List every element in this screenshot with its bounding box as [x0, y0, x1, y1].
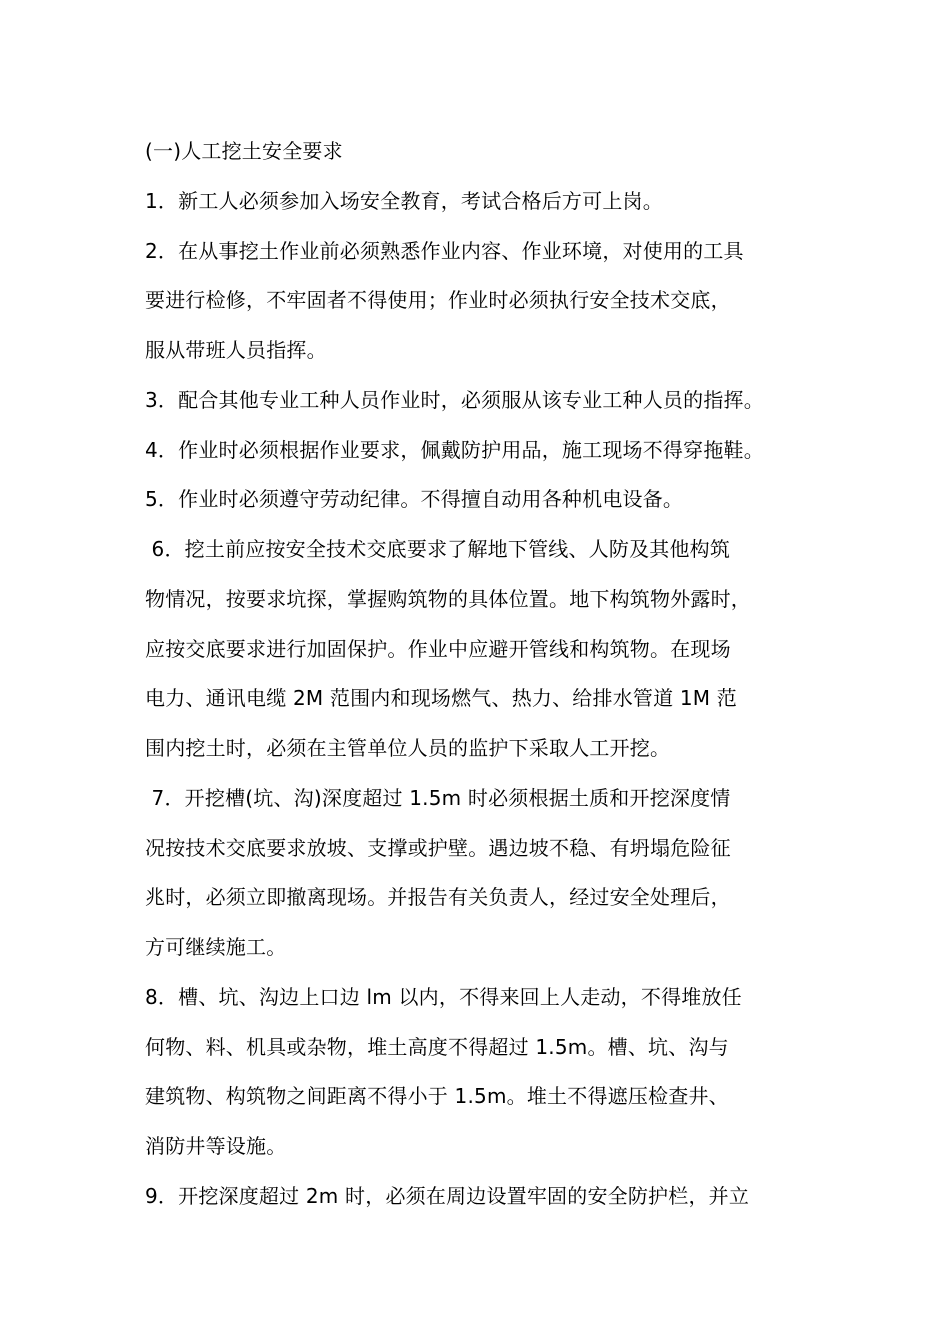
text-line: 9．开挖深度超过 2m 时，必须在周边设置牢固的安全防护栏，并立 [145, 1183, 750, 1208]
text-line: 消防井等设施。 [145, 1134, 287, 1158]
text-line: 2．在从事挖土作业前必须熟悉作业内容、作业环境，对使用的工具 [145, 238, 744, 263]
text-line: 兆时，必须立即撤离现场。并报告有关负责人，经过安全处理后， [145, 885, 731, 910]
text-line: 何物、料、机具或杂物，堆土高度不得超过 1.5m。槽、坑、沟与 [145, 1034, 729, 1059]
text-line: 电力、通讯电缆 2M 范围内和现场燃气、热力、给排水管道 1M 范 [145, 686, 737, 711]
text-line: 要进行检修，不牢固者不得使用；作业时必须执行安全技术交底， [145, 288, 731, 313]
text-line: 建筑物、构筑物之间距离不得小于 1.5m。堆土不得遮压检查井、 [145, 1084, 729, 1109]
text-line: 物情况，按要求坑探，掌握购筑物的具体位置。地下构筑物外露时， [145, 586, 751, 611]
text-line: 服从带班人员指挥。 [145, 338, 327, 362]
text-line: 8．槽、坑、沟边上口边 lm 以内，不得来回上人走动，不得堆放任 [145, 984, 742, 1009]
text-line: 围内挖土时，必须在主管单位人员的监护下采取人工开挖。 [145, 736, 671, 760]
document-body [145, 131, 825, 1226]
text-line: 7．开挖槽(坑、沟)深度超过 1.5m 时必须根据土质和开挖深度情 [145, 785, 731, 810]
section-heading: (一)人工挖土安全要求 [145, 139, 343, 163]
text-line: 应按交底要求进行加固保护。作业中应避开管线和构筑物。在现场 [145, 636, 731, 661]
text-line: 1．新工人必须参加入场安全教育，考试合格后方可上岗。 [145, 188, 663, 213]
text-line: 4．作业时必须根据作业要求，佩戴防护用品，施工现场不得穿拖鞋。 [145, 437, 764, 462]
text-line: 6．挖土前应按安全技术交底要求了解地下管线、人防及其他构筑 [145, 537, 731, 561]
text-line: 方可继续施工。 [145, 935, 287, 959]
text-line: 5．作业时必须遵守劳动纪律。不得擅自动用各种机电设备。 [145, 487, 684, 512]
text-line: 况按技术交底要求放坡、支撑或护壁。遇边坡不稳、有坍塌危险征 [145, 835, 731, 860]
text-line: 3．配合其他专业工种人员作业时，必须服从该专业工种人员的指挥。 [145, 387, 764, 412]
